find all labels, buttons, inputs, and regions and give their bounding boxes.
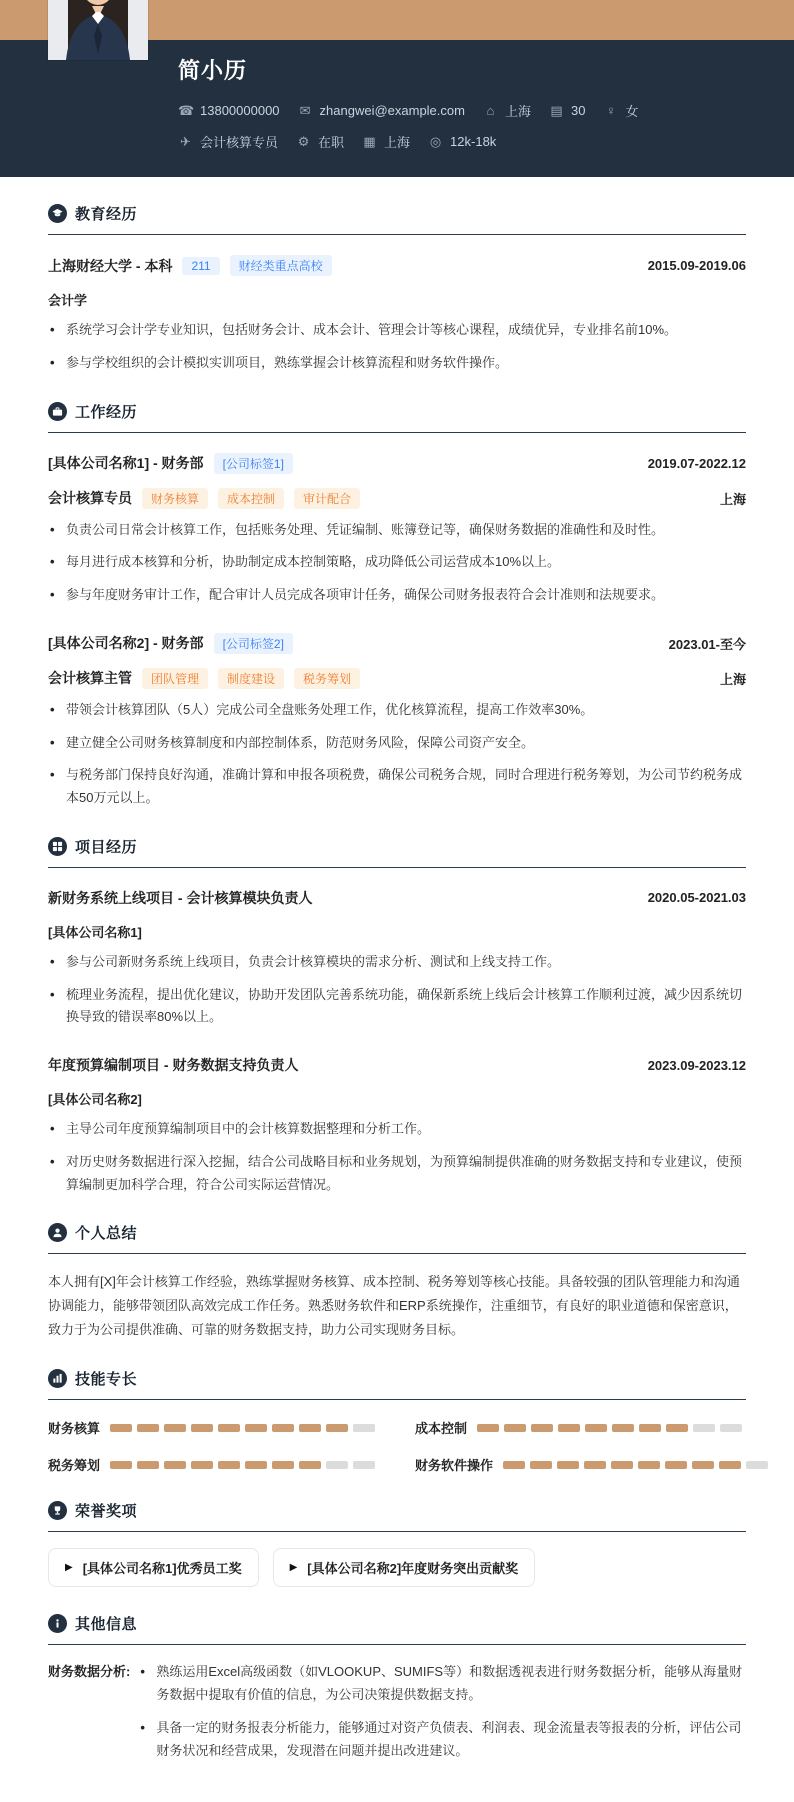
school-degree: 上海财经大学 - 本科 <box>48 257 173 274</box>
work1-company: [具体公司名称1] - 财务部 <box>48 455 204 471</box>
honors-title: 荣誉奖项 <box>75 1503 138 1521</box>
work2-bullet: • 带领会计核算团队（5人）完成公司全盘账务处理工作，优化核算流程，提高工作效率30%。 <box>48 699 746 722</box>
skills-header <box>48 1368 746 1400</box>
info-icon <box>48 1614 67 1633</box>
skill-segment <box>137 1424 159 1432</box>
work2-role-tag: 团队管理 <box>142 668 208 689</box>
phone-value: 13800000000 <box>200 103 280 118</box>
work1-company-tag: [公司标签1] <box>214 453 293 474</box>
skill-segment <box>665 1461 687 1469</box>
project2-date: 2023.09-2023.12 <box>647 1057 746 1073</box>
skill-segment <box>504 1424 526 1432</box>
skill-segment <box>272 1424 294 1432</box>
education-bullet: • 参与学校组织的会计模拟实训项目，熟练掌握会计核算流程和财务软件操作。 <box>48 352 746 375</box>
email-value: zhangwei@example.com <box>319 103 465 118</box>
work1-role-tag: 财务核算 <box>142 488 208 509</box>
education-major: 会计学 <box>48 293 88 308</box>
project-entry-2 <box>48 1055 746 1196</box>
project1-company: [具体公司名称1] <box>48 924 142 940</box>
skill-segment <box>503 1461 525 1469</box>
section-work <box>48 401 746 810</box>
skill-segment <box>164 1461 186 1469</box>
project1-bullet: • 梳理业务流程，提出优化建议，协助开发团队完善系统功能，确保新系统上线后会计核算工作顺利过渡，减少因系统切换导致的错误率80%以上。 <box>48 984 746 1030</box>
skill-segment <box>719 1461 741 1469</box>
skill-name: 税务筹划 <box>48 1458 101 1474</box>
profile-photo-illustration <box>48 0 148 60</box>
education-entry <box>48 255 746 375</box>
honor-chip <box>48 1548 259 1587</box>
skill-segment <box>272 1461 294 1469</box>
bar-chart-icon <box>48 1369 67 1388</box>
skill-segment <box>299 1461 321 1469</box>
skill-bar <box>110 1424 375 1432</box>
work1-role-tag: 成本控制 <box>218 488 284 509</box>
education-header <box>48 203 746 235</box>
work2-date: 2023.01-至今 <box>668 636 746 652</box>
job-status-value: 在职 <box>318 135 345 150</box>
work2-company-tag: [公司标签2] <box>214 633 293 654</box>
email-icon: ✉ <box>299 102 311 118</box>
skill-bar <box>477 1424 742 1432</box>
skill-segment <box>137 1461 159 1469</box>
skill-segment <box>477 1424 499 1432</box>
section-skills <box>48 1368 746 1474</box>
work2-role: 会计核算主管 <box>48 670 132 687</box>
project2-bullet: • 主导公司年度预算编制项目中的会计核算数据整理和分析工作。 <box>48 1118 746 1141</box>
skill-segment <box>191 1461 213 1469</box>
salary-icon: ◎ <box>429 133 442 149</box>
skill-segment <box>746 1461 768 1469</box>
school-tag-211: 211 <box>182 257 219 275</box>
other-info-bullet: • 具备一定的财务报表分析能力，能够通过对资产负债表、利润表、现金流量表等报表的分析，评估公司财务状况和经营成果，发现潜在问题并提出改进建议。 <box>138 1717 746 1763</box>
project2-company: [具体公司名称2] <box>48 1092 142 1107</box>
other-info-bullets <box>138 1661 746 1762</box>
skill-segment <box>110 1461 132 1469</box>
play-icon: ▶ <box>65 1562 73 1574</box>
project2-bullets <box>48 1118 746 1196</box>
project1-bullets <box>48 951 746 1029</box>
skill-segment <box>110 1424 132 1432</box>
work-header <box>48 401 746 433</box>
other-info-row <box>48 1661 746 1762</box>
skill-segment <box>638 1461 660 1469</box>
education-bullets <box>48 319 746 375</box>
skill-item <box>48 1418 375 1437</box>
skill-item <box>415 1418 768 1437</box>
section-honors <box>48 1500 746 1587</box>
work1-role-tag: 审计配合 <box>294 488 360 509</box>
briefcase-icon <box>48 402 67 421</box>
school-tag-key-university: 财经类重点高校 <box>230 255 332 276</box>
summary-title: 个人总结 <box>75 1225 138 1243</box>
profile-photo <box>48 0 148 60</box>
city-icon: ▦ <box>363 133 376 149</box>
skill-segment <box>584 1461 606 1469</box>
work-entry-1 <box>48 453 746 607</box>
honor-chip <box>273 1548 536 1587</box>
section-projects <box>48 836 746 1197</box>
skills-title: 技能专长 <box>75 1371 138 1389</box>
project1-bullet: • 参与公司新财务系统上线项目，负责会计核算模块的需求分析、测试和上线支持工作。 <box>48 951 746 974</box>
work2-role-tag: 税务筹划 <box>294 668 360 689</box>
salary-value: 12k-18k <box>450 134 497 149</box>
email-item <box>298 101 465 120</box>
work2-location: 上海 <box>719 671 746 687</box>
skills-grid <box>48 1418 746 1474</box>
skill-name: 财务核算 <box>48 1421 101 1437</box>
skill-segment <box>612 1424 634 1432</box>
education-title: 教育经历 <box>75 206 138 223</box>
honor-chips <box>48 1548 746 1587</box>
age-value: 30 <box>570 103 586 118</box>
target-position-item <box>178 132 278 151</box>
graduation-cap-icon <box>48 204 67 223</box>
work2-role-tag: 制度建设 <box>218 668 284 689</box>
home-city-value: 上海 <box>504 104 531 119</box>
project1-date: 2020.05-2021.03 <box>647 890 746 906</box>
target-position-value: 会计核算专员 <box>200 135 279 150</box>
summary-header <box>48 1222 746 1254</box>
contact-row-2 <box>178 132 746 151</box>
honor-label: [具体公司名称2]年度财务突出贡献奖 <box>307 1561 519 1577</box>
project2-name: 年度预算编制项目 - 财务数据支持负责人 <box>48 1057 299 1073</box>
skill-segment <box>326 1461 348 1469</box>
skill-segment <box>218 1461 240 1469</box>
skill-segment <box>299 1424 321 1432</box>
contact-row-1 <box>178 101 746 120</box>
position-icon: ✈ <box>180 133 191 149</box>
candidate-name: 简小历 <box>178 58 248 83</box>
work2-company: [具体公司名称2] - 财务部 <box>48 635 204 652</box>
skill-segment <box>585 1424 607 1432</box>
other-info-bullet: • 熟练运用Excel高级函数（如VLOOKUP、SUMIFS等）和数据透视表进行财务数据分析，能够从海量财务数据中提取有价值的信息，为公司决策提供数据支持。 <box>138 1661 746 1707</box>
work-city-value: 上海 <box>384 135 411 150</box>
skill-segment <box>639 1424 661 1432</box>
skill-name: 成本控制 <box>415 1421 468 1437</box>
skill-segment <box>245 1424 267 1432</box>
skill-segment <box>558 1424 580 1432</box>
resume-header <box>0 40 794 177</box>
work1-location: 上海 <box>719 491 746 507</box>
other-header <box>48 1613 746 1645</box>
work1-bullet: • 每月进行成本核算和分析，协助制定成本控制策略，成功降低公司运营成本10%以上。 <box>48 551 746 574</box>
skill-segment <box>557 1461 579 1469</box>
skill-segment <box>191 1424 213 1432</box>
section-summary <box>48 1222 746 1342</box>
work-title: 工作经历 <box>75 403 138 421</box>
skill-segment <box>692 1461 714 1469</box>
project1-name: 新财务系统上线项目 - 会计核算模块负责人 <box>48 889 313 906</box>
skill-segment <box>353 1461 375 1469</box>
other-info-label: 财务数据分析: <box>48 1664 131 1680</box>
status-icon: ⚙ <box>297 133 310 149</box>
salary-item <box>428 132 496 151</box>
projects-title: 项目经历 <box>75 838 138 856</box>
skill-bar <box>503 1461 768 1469</box>
skill-segment <box>326 1424 348 1432</box>
work1-bullet: • 负责公司日常会计核算工作，包括账务处理、凭证编制、账簿登记等，确保财务数据的准确性和及时性。 <box>48 519 746 542</box>
work-entry-2 <box>48 633 746 810</box>
age-icon: ▤ <box>550 102 563 118</box>
phone-item <box>178 101 280 120</box>
gender-item <box>603 101 638 120</box>
gender-icon: ♀ <box>606 103 616 118</box>
phone-icon: ☎ <box>178 102 195 118</box>
skill-segment <box>611 1461 633 1469</box>
skill-bar <box>110 1461 375 1469</box>
age-item <box>549 101 585 120</box>
skill-item <box>48 1455 375 1474</box>
home-city-item <box>483 101 531 120</box>
skill-segment <box>218 1424 240 1432</box>
skill-segment <box>531 1424 553 1432</box>
education-bullet: • 系统学习会计学专业知识，包括财务会计、成本会计、管理会计等核心课程，成绩优异，专业排名前10%。 <box>48 319 746 342</box>
skill-segment <box>164 1424 186 1432</box>
education-date: 2015.09-2019.06 <box>647 258 746 273</box>
play-icon: ▶ <box>289 1562 298 1574</box>
resume-body <box>0 203 794 1802</box>
skill-segment <box>693 1424 715 1432</box>
summary-text: 本人拥有[X]年会计核算工作经验，熟练掌握财务核算、成本控制、税务筹划等核心技能。具备较强的团队管理能力和沟通协调能力，能够带领团队高效完成工作任务。熟悉财务软件和ERP系统操作，注重细节，有良好的职业道德和保密意识，致力于为公司提供准确、可靠的财务数据支持，助力公司实现财务目标。 <box>48 1274 740 1338</box>
skill-segment <box>245 1461 267 1469</box>
honor-label: [具体公司名称1]优秀员工奖 <box>82 1561 242 1577</box>
project2-bullet: • 对历史财务数据进行深入挖掘，结合公司战略目标和业务规划，为预算编制提供准确的财务数据支持和专业建议，使预算编制更加科学合理，符合公司实际运营情况。 <box>48 1151 746 1197</box>
skill-segment <box>530 1461 552 1469</box>
job-status-item <box>296 132 344 151</box>
work2-bullets <box>48 699 746 810</box>
skill-item <box>415 1455 768 1474</box>
person-icon <box>48 1223 67 1242</box>
skill-segment <box>353 1424 375 1432</box>
work1-role: 会计核算专员 <box>48 490 132 506</box>
other-title: 其他信息 <box>75 1616 138 1634</box>
project-grid-icon <box>48 837 67 856</box>
skill-segment <box>666 1424 688 1432</box>
home-icon: ⌂ <box>486 103 495 118</box>
work1-bullets <box>48 519 746 607</box>
work1-date: 2019.07-2022.12 <box>647 455 746 471</box>
work-city-item <box>362 132 410 151</box>
skill-name: 财务软件操作 <box>415 1458 494 1474</box>
section-other <box>48 1613 746 1762</box>
section-education <box>48 203 746 375</box>
gender-value: 女 <box>625 104 639 119</box>
skill-segment <box>720 1424 742 1432</box>
trophy-icon <box>48 1501 67 1520</box>
honors-header <box>48 1500 746 1532</box>
work1-bullet: • 参与年度财务审计工作，配合审计人员完成各项审计任务，确保公司财务报表符合会计准则和法规要求。 <box>48 584 746 607</box>
work2-bullet: • 建立健全公司财务核算制度和内部控制体系，防范财务风险，保障公司资产安全。 <box>48 732 746 755</box>
project-entry-1 <box>48 888 746 1029</box>
projects-header <box>48 836 746 868</box>
work2-bullet: • 与税务部门保持良好沟通，准确计算和申报各项税费，确保公司税务合规，同时合理进行税务筹划，为公司节约税务成本50万元以上。 <box>48 764 746 810</box>
